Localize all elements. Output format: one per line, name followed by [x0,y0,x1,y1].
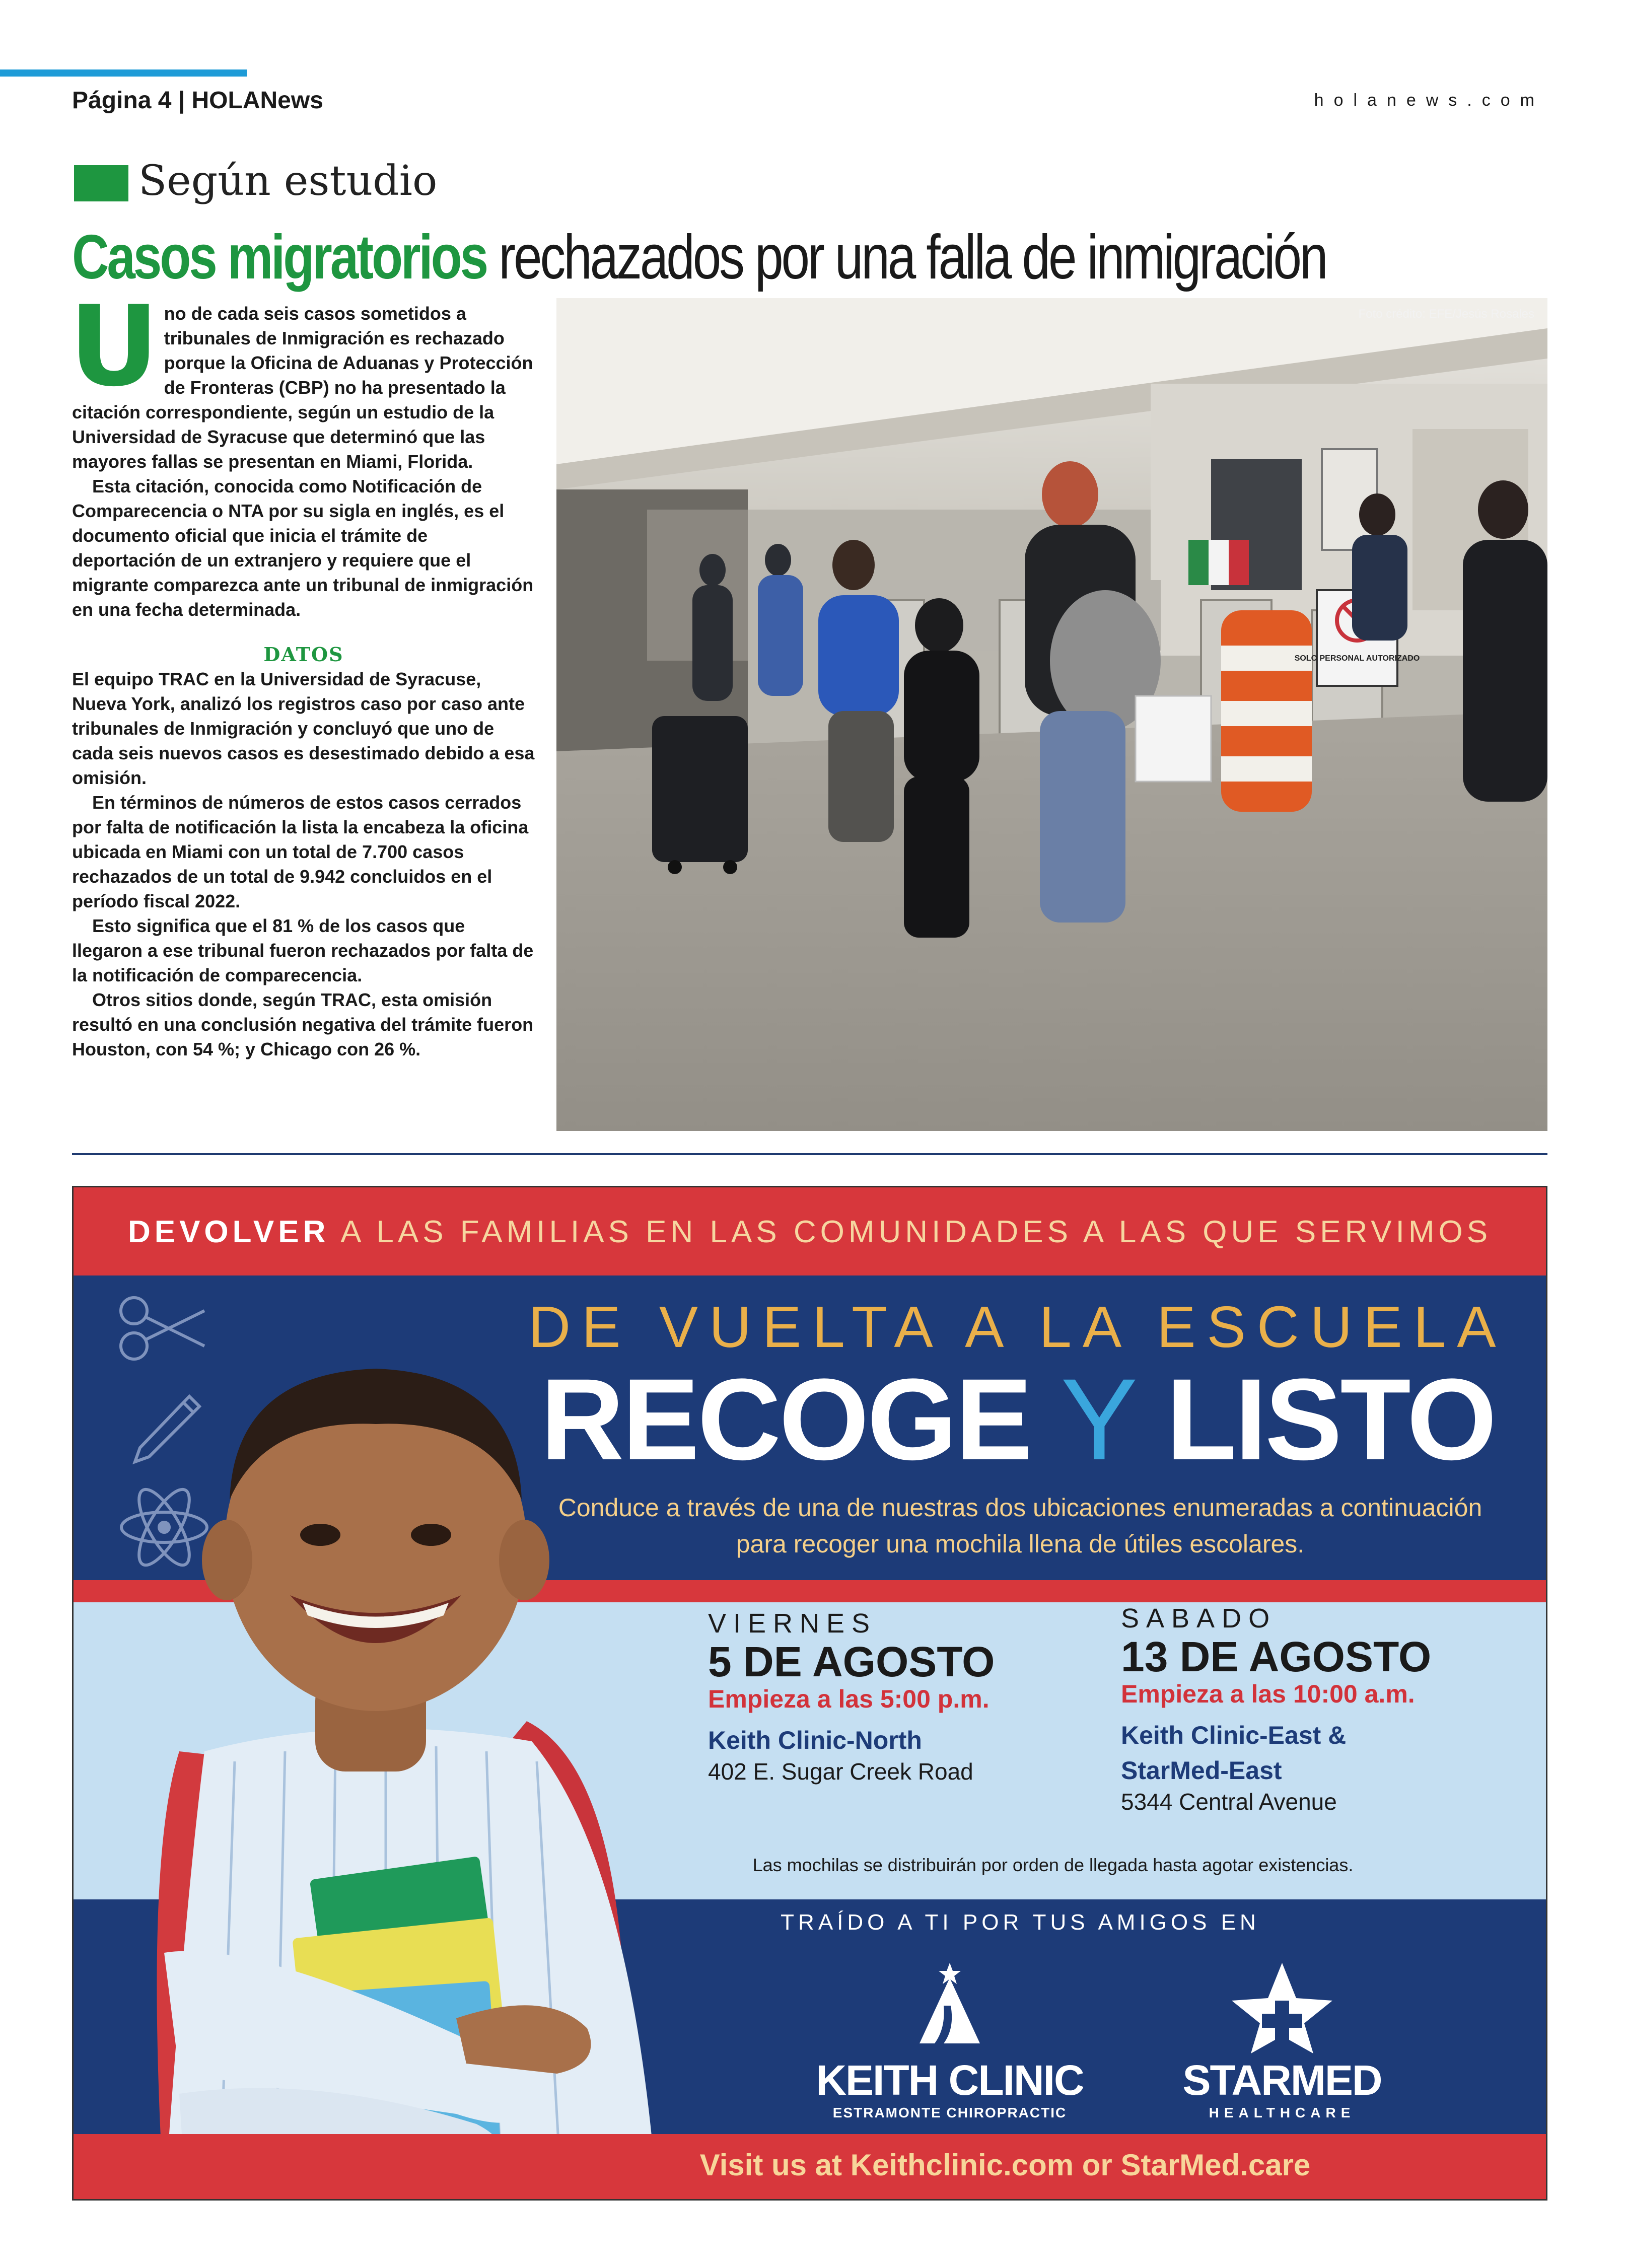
article-subhead: DATOS [263,643,344,666]
article-paragraph-5: Esto significa que el 81 % de los casos que llegaron a ese tribunal fueron rechazados por falta de la notificación de comparecencia. [72,915,534,985]
event-1-day: VIERNES [708,1608,877,1639]
ad-top-bold: DEVOLVER [127,1215,330,1249]
headline-accent: Casos migratorios [72,223,487,292]
event-2-day: SABADO [1121,1603,1277,1634]
article-paragraph-4: En términos de números de estos casos cerrados por falta de notificación la lista la encabeza la oficina ubicada en Miami con un total de 7.700 casos rechazados de un total de 9.942 concluidos en el período fiscal 2022. [72,792,529,911]
ad-note: Las mochilas se distribuirán por orden de llegada hasta agotar existencias. [752,1855,1354,1875]
ad-visit-link[interactable]: Visit us at Keithclinic.com or StarMed.care [699,2148,1311,2182]
keith-clinic-sub: ESTRAMONTE CHIROPRACTIC [832,2105,1067,2120]
event-1-place: Keith Clinic-North [708,1726,922,1754]
article-paragraph-1: no de cada seis casos sometidos a tribunales de Inmigración es rechazado porque la Oficina de Aduanas y Protección de Fronteras (CBP) no ha presentado la citación correspondiente, según un estudio de la Universidad de Syracuse que determinó que las mayores fallas se presentan en Miami, Florida. [72,303,533,472]
traffic-barrel-icon [1221,610,1312,812]
article-paragraph-6: Otros sitios donde, según TRAC, esta omisión resultó en una conclusión negativa del trámite fueron Houston, con 54 %; y Chicago con 26 %. [72,989,534,1059]
event-1-time: Empieza a las 5:00 p.m. [708,1685,990,1713]
kicker: Según estudio [138,157,438,205]
border-crossing-photo-illustration [556,298,1547,1131]
ad-top-text [74,1214,1546,1250]
starmed-name: STARMED [1182,2057,1382,2104]
kicker-marker [74,165,128,201]
news-photo [556,298,1547,1131]
header-accent-bar [0,69,247,77]
event-saturday [1121,1603,1524,1815]
page-label: Página 4 | HOLANews [72,87,323,114]
event-1-address: 402 E. Sugar Creek Road [708,1758,973,1785]
starmed-star-icon [1141,1953,1423,2053]
event-2-place-line-1: Keith Clinic-East & [1121,1721,1347,1749]
ad-pre-title: DE VUELTA A LA ESCUELA [528,1294,1507,1360]
keith-clinic-triangle-icon [809,1953,1091,2053]
article-body [69,282,535,1061]
event-2-date: 13 DE AGOSTO [1121,1633,1432,1680]
event-2-place-line-2: StarMed-East [1121,1756,1282,1785]
sign-text: SOLO PERSONAL AUTORIZADO [1294,654,1420,663]
ad-brought-by: TRAÍDO A TI POR TUS AMIGOS EN [781,1910,1260,1935]
ad-title-part-b: LISTO [1166,1355,1495,1484]
dropcap: U [69,282,159,411]
ad-top-rest: A LAS FAMILIAS EN LAS COMUNIDADES A LAS QUE SERVIMOS [340,1215,1492,1249]
starmed-logo[interactable] [1141,1953,1423,2121]
event-2-time: Empieza a las 10:00 a.m. [1121,1680,1415,1708]
back-to-school-ad [72,1186,1547,2201]
headline-rest: rechazados por una falla de inmigración [499,223,1326,292]
headline [72,222,1326,293]
keith-clinic-name: KEITH CLINIC [816,2057,1084,2104]
smiling-child-illustration [104,1308,799,2201]
event-2-address: 5344 Central Avenue [1121,1789,1337,1815]
ad-title-part-a: RECOGE [540,1355,1031,1484]
keith-clinic-logo[interactable] [809,1953,1091,2121]
event-1-date: 5 DE AGOSTO [708,1638,995,1685]
site-url[interactable]: holanews.com [1314,91,1544,110]
ad-title-y: Y [1061,1355,1136,1484]
article-paragraph-3: El equipo TRAC en la Universidad de Syracuse, Nueva York, analizó los registros caso por caso ante tribunales de Inmigración y concluyó que uno de cada seis nuevos casos es desestimado debido a esa omisión. [72,669,535,788]
event-friday [708,1608,1111,1785]
ad-intro: Conduce a través de una de nuestras dos ubicaciones enumeradas a continuación para recoger una mochila llena de útiles escolares. [558,1494,1482,1558]
photo-credit: Foto crédito: EFE/Jesús Rosales [1358,307,1534,321]
article-paragraph-2: Esta citación, conocida como Notificación de Comparecencia o NTA por su sigla en inglés, es el documento oficial que inicia el trámite de deportación de un extranjero y requiere que el migrante comparezca ante un tribunal de inmigración en una fecha determinada. [72,476,534,620]
starmed-sub: HEALTHCARE [1209,2105,1356,2120]
section-divider [72,1153,1547,1155]
